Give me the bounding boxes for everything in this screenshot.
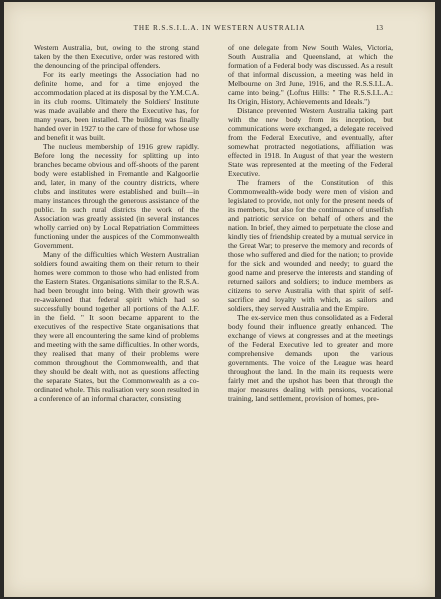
paragraph: For its early meetings the Association had no definite home, and for a time enjoyed the accommodation placed at its disposal by the Y.M.C.A. in its club rooms. Ultimately the Soldiers' Institute was made available and there the Executive has, for many years, been installed. The building was finally handed over in 1927 to the care of those for whose use and benefit it was built.	[34, 70, 199, 142]
left-column	[34, 43, 199, 403]
paragraph: of one delegate from New South Wales, Victoria, South Australia and Queensland, at which the formation of a Federal body was discussed. As a result of that informal discussion, a meeting was held in Melbourne on 3rd June, 1916, and the R.S.S.I.L.A. came into being." (Loftus Hills: " The R.S.S.I.L.A.: Its Origin, History, Achievements and Ideals.")	[228, 43, 393, 106]
paragraph: Many of the difficulties which Western Australian soldiers found awaiting them on their return to their homes were common to those who had enlisted from the Eastern States. Organisations similar to the R.S.A. had been brought into being. With their growth was re-awakened that federal spirit which had so successfully bound together all portions of the A.I.F. in the field. " It soon became apparent to the executives of the respective State organisations that they were all encountering the same kind of problems and meeting with the same difficulties. In other words, they realised that many of their problems were common throughout the Commonwealth, and that they should be dealt with, not as questions affecting the separate States, but the Commonwealth as a co-ordinated whole. This realisation very soon resulted in a conference of an informal character, consisting	[34, 250, 200, 403]
paragraph: The nucleus membership of 1916 grew rapidly. Before long the necessity for splitting up into branches became obvious and off-shoots of the parent body were established in Fremantle and Kalgoorlie and, later, in many of the country districts, where clubs and institutes were established and built—in many instances through the generous assistance of the public. In such rural districts the work of the Association was greatly assisted (in several instances wholly carried on) by Local Repatriation Committees functioning under the auspices of the Commonwealth Government.	[34, 142, 199, 250]
paragraph: Western Australia, but, owing to the strong stand taken by the then Executive, order was restored with the denouncing of the principal offenders.	[34, 43, 199, 70]
paragraph: Distance prevented Western Australia taking part with the new body from its inception, but communications were exchanged, a delegate received from the Federal Executive, and eventually, after somewhat protracted negotiations, affiliation was effected in 1918. In August of that year the western State was represented at the meeting of the Federal Executive.	[228, 106, 393, 178]
paragraph: The framers of the Constitution of this Commonwealth-wide body were men of vision and legislated to provide, not only for the present needs of its members, but also for the continuance of unselfish and patriotic service on behalf of others and the nation. In brief, they aimed to perpetuate the close and kindly ties of friendship created by a mutual service in the Great War; to preserve the memory and records of those who suffered and died for the nation; to provide for the sick and wounded and needy; to guard the good name and preserve the interests and standing of returned sailors and soldiers; to induce members as citizens to serve Australia with that spirit of self-sacrifice and loyalty with which, as sailors and soldiers, they served Australia and the Empire.	[228, 178, 393, 313]
running-title: THE R.S.S.I.L.A. IN WESTERN AUSTRALIA	[133, 24, 306, 32]
page-number: 13	[375, 24, 383, 32]
right-column	[228, 43, 393, 403]
paragraph: The ex-service men thus consolidated as a Federal body found their influence greatly enhanced. The exchange of views at congresses and at the meetings of the Federal Executive led to greater and more comprehensive demands upon the various governments. The voice of the League was heard throughout the land. In the main its requests were fairly met and the upshot has been that through the major measures dealing with pensions, vocational training, land settlement, provision of homes, pre-	[228, 313, 393, 403]
book-page	[4, 2, 435, 597]
